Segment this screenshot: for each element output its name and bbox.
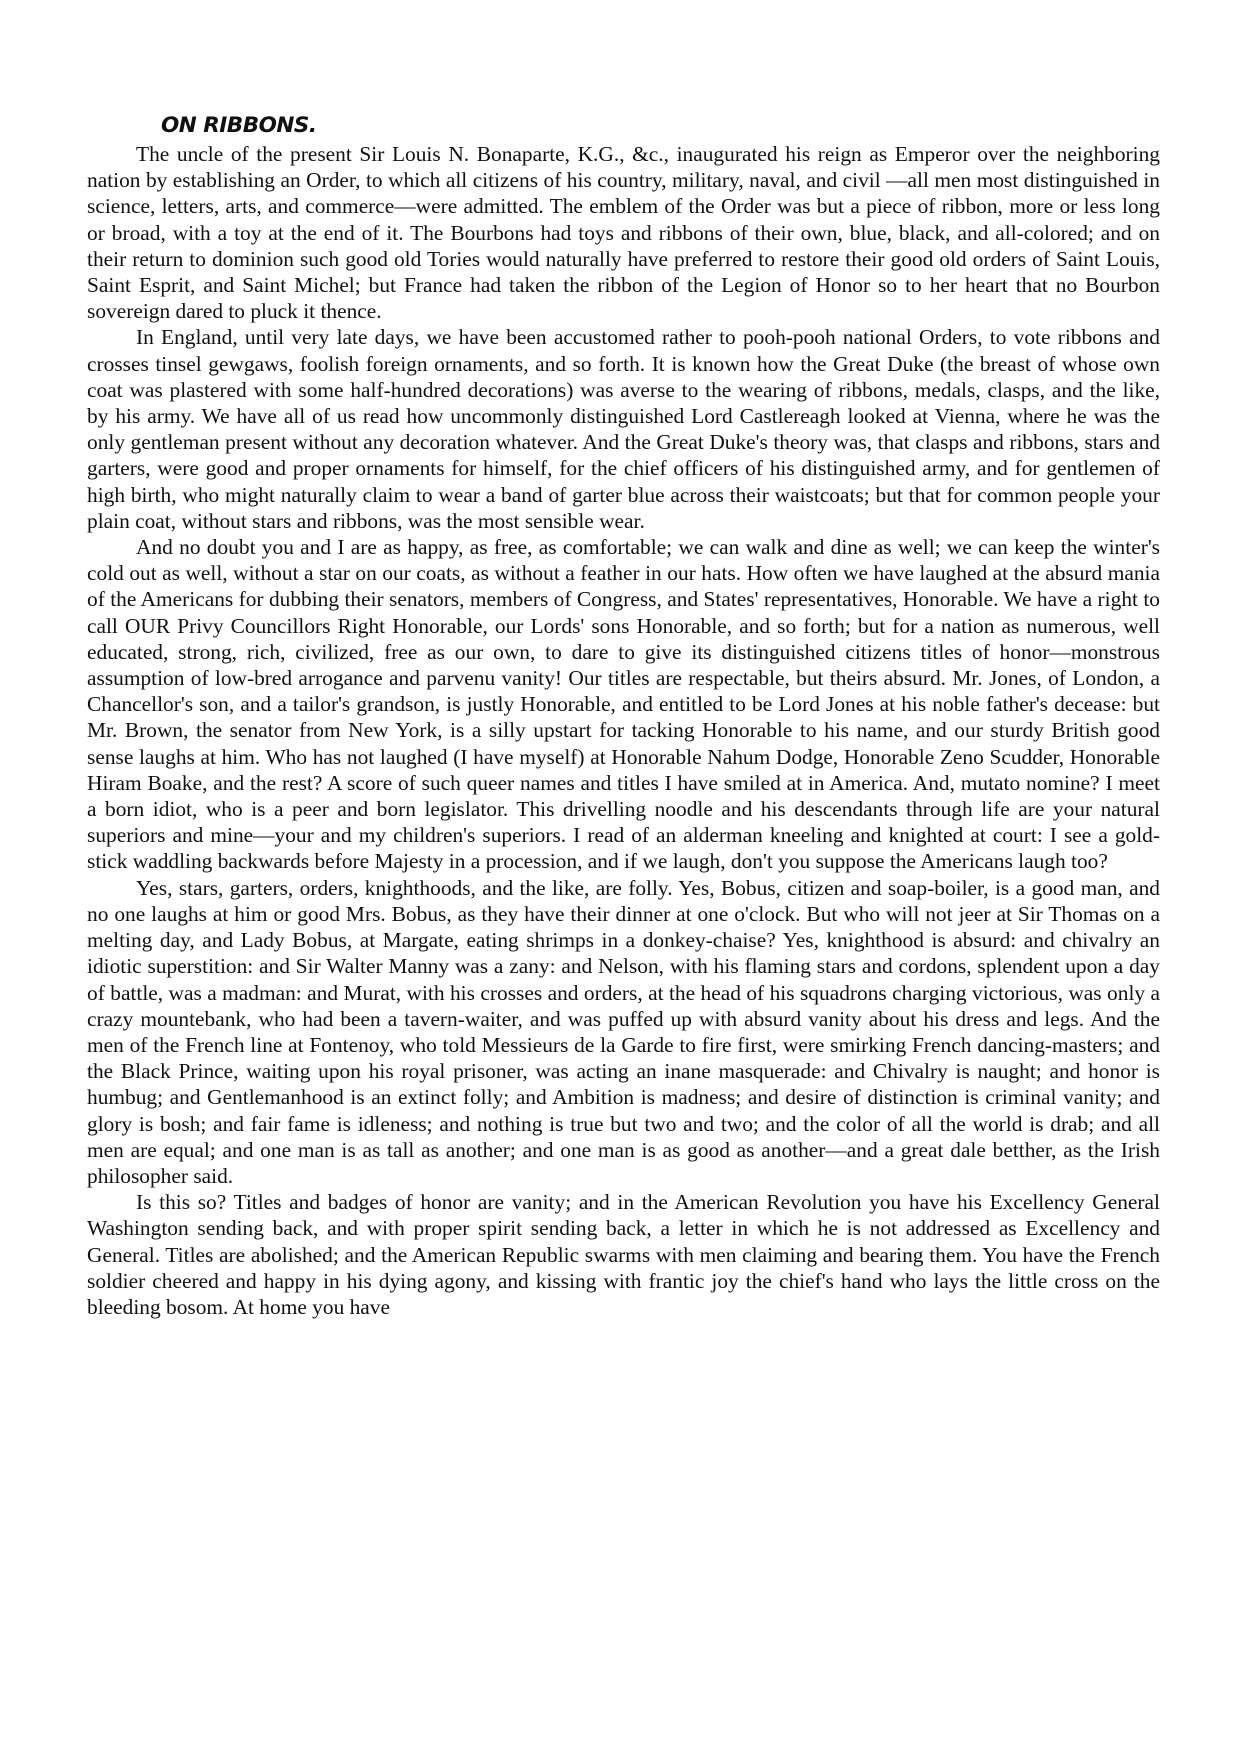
paragraph: Is this so? Titles and badges of honor are vanity; and in the American Revolution you have his Excellency General Washington sending back, and with proper spirit sending back, a letter in which he is not addressed as Excellency and General. Titles are abolished; and the American Republic swarms with men claiming and bearing them. You have the French soldier cheered and happy in his dying agony, and kissing with frantic joy the chief's hand who lays the little cross on the bleeding bosom. At home you have (87, 1190, 1160, 1319)
paragraph: Yes, stars, garters, orders, knighthoods, and the like, are folly. Yes, Bobus, citizen and soap-boiler, is a good man, and no one laughs at him or good Mrs. Bobus, as they have their dinner at one o'clock. But who will not jeer at Sir Thomas on a melting day, and Lady Bobus, at Margate, eating shrimps in a donkey-chaise? Yes, knighthood is absurd: and chivalry an idiotic superstition: and Sir Walter Manny was a zany: and Nelson, with his flaming stars and cordons, splendent upon a day of battle, was a madman: and Murat, with his crosses and orders, at the head of his squadrons charging victorious, was only a crazy mountebank, who had been a tavern-waiter, and was puffed up with absurd vanity about his dress and legs. And the men of the French line at Fontenoy, who told Messieurs de la Garde to fire first, were smirking French dancing-masters; and the Black Prince, waiting upon his royal prisoner, was acting an inane masquerade: and Chivalry is naught; and honor is humbug; and Gentlemanhood is an extinct folly; and Ambition is madness; and desire of distinction is criminal vanity; and glory is bosh; and fair fame is idleness; and nothing is true but two and two; and the color of all the world is drab; and all men are equal; and one man is as tall as another; and one man is as good as another—and a great dale betther, as the Irish philosopher said. (87, 875, 1160, 1188)
essay-title: ON RIBBONS. (161, 113, 317, 138)
document-page (87, 112, 1160, 1320)
paragraph: In England, until very late days, we have been accustomed rather to pooh-pooh national Orders, to vote ribbons and crosses tinsel gewgaws, foolish foreign ornaments, and so forth. It is known how the Great Duke (the breast of whose own coat was plastered with some half-hundred decorations) was averse to the wearing of ribbons, medals, clasps, and the like, by his army. We have all of us read how uncommonly distinguished Lord Castlereagh looked at Vienna, where he was the only gentleman present without any decoration whatever. And the Great Duke's theory was, that clasps and ribbons, stars and garters, were good and proper ornaments for himself, for the chief officers of his distinguished army, and for gentlemen of high birth, who might naturally claim to wear a band of garter blue across their waistcoats; but that for common people your plain coat, without stars and ribbons, was the most sensible wear. (87, 325, 1160, 533)
paragraph: The uncle of the present Sir Louis N. Bonaparte, K.G., &c., inaugurated his reign as Emperor over the neighboring nation by establishing an Order, to which all citizens of his country, military, naval, and civil —all men most distinguished in science, letters, arts, and commerce—were admitted. The emblem of the Order was but a piece of ribbon, more or less long or broad, with a toy at the end of it. The Bourbons had toys and ribbons of their own, blue, black, and all-colored; and on their return to dominion such good old Tories would naturally have preferred to restore their good old orders of Saint Louis, Saint Esprit, and Saint Michel; but France had taken the ribbon of the Legion of Honor so to her heart that no Bourbon sovereign dared to pluck it thence. (87, 142, 1160, 324)
paragraph: And no doubt you and I are as happy, as free, as comfortable; we can walk and dine as well; we can keep the winter's cold out as well, without a star on our coats, as without a feather in our hats. How often we have laughed at the absurd mania of the Americans for dubbing their senators, members of Congress, and States' representatives, Honorable. We have a right to call OUR Privy Councillors Right Honorable, our Lords' sons Honorable, and so forth; but for a nation as numerous, well educated, strong, rich, civilized, free as our own, to dare to give its distinguished citizens titles of honor—monstrous assumption of low-bred arrogance and parvenu vanity! Our titles are respectable, but theirs absurd. Mr. Jones, of London, a Chancellor's son, and a tailor's grandson, is justly Honorable, and entitled to be Lord Jones at his noble father's decease: but Mr. Brown, the senator from New York, is a silly upstart for tacking Honorable to his name, and our sturdy British good sense laughs at him. Who has not laughed (I have myself) at Honorable Nahum Dodge, Honorable Zeno Scudder, Honorable Hiram Boake, and the rest? A score of such queer names and titles I have smiled at in America. And, mutato nomine? I meet a born idiot, who is a peer and born legislator. This drivelling noodle and his descendants through life are your natural superiors and mine—your and my children's superiors. I read of an alderman kneeling and knighted at court: I see a gold-stick waddling backwards before Majesty in a procession, and if we laugh, don't you suppose the Americans laugh too? (87, 535, 1160, 874)
